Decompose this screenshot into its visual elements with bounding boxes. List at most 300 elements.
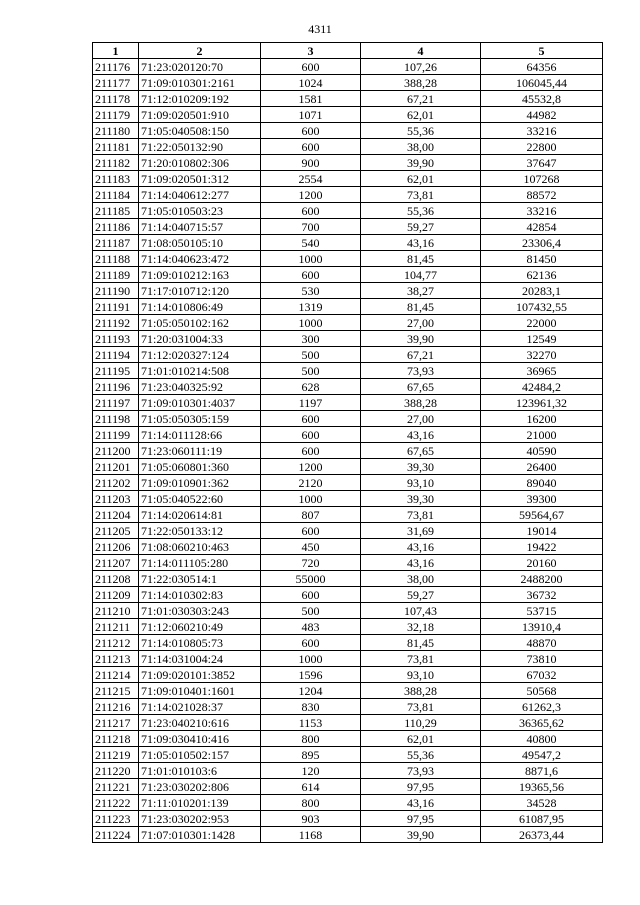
data-table bbox=[92, 42, 603, 843]
rate-cell: 73,81 bbox=[361, 651, 481, 667]
row-number-cell: 211216 bbox=[93, 699, 139, 715]
rate-cell: 81,45 bbox=[361, 299, 481, 315]
table-row bbox=[93, 475, 603, 491]
row-number-cell: 211217 bbox=[93, 715, 139, 731]
value-cell: 20160 bbox=[481, 555, 603, 571]
cadastral-number-cell: 71:01:010214:508 bbox=[139, 363, 261, 379]
area-cell: 500 bbox=[261, 363, 361, 379]
area-cell: 600 bbox=[261, 139, 361, 155]
value-cell: 61087,95 bbox=[481, 811, 603, 827]
cadastral-number-cell: 71:14:010302:83 bbox=[139, 587, 261, 603]
area-cell: 600 bbox=[261, 443, 361, 459]
row-number-cell: 211193 bbox=[93, 331, 139, 347]
cadastral-number-cell: 71:14:031004:24 bbox=[139, 651, 261, 667]
area-cell: 2554 bbox=[261, 171, 361, 187]
value-cell: 34528 bbox=[481, 795, 603, 811]
column-header-4: 4 bbox=[361, 43, 481, 59]
rate-cell: 55,36 bbox=[361, 747, 481, 763]
area-cell: 1596 bbox=[261, 667, 361, 683]
cadastral-number-cell: 71:09:020101:3852 bbox=[139, 667, 261, 683]
value-cell: 123961,32 bbox=[481, 395, 603, 411]
area-cell: 600 bbox=[261, 635, 361, 651]
table-row bbox=[93, 619, 603, 635]
value-cell: 107268 bbox=[481, 171, 603, 187]
table-row bbox=[93, 331, 603, 347]
row-number-cell: 211222 bbox=[93, 795, 139, 811]
area-cell: 1319 bbox=[261, 299, 361, 315]
table-row bbox=[93, 219, 603, 235]
row-number-cell: 211176 bbox=[93, 59, 139, 75]
rate-cell: 388,28 bbox=[361, 75, 481, 91]
cadastral-number-cell: 71:23:040210:616 bbox=[139, 715, 261, 731]
rate-cell: 97,95 bbox=[361, 811, 481, 827]
value-cell: 39300 bbox=[481, 491, 603, 507]
table-header-row bbox=[93, 43, 603, 59]
table-row bbox=[93, 795, 603, 811]
table-row bbox=[93, 459, 603, 475]
area-cell: 450 bbox=[261, 539, 361, 555]
rate-cell: 39,90 bbox=[361, 331, 481, 347]
rate-cell: 43,16 bbox=[361, 427, 481, 443]
cadastral-number-cell: 71:09:020501:312 bbox=[139, 171, 261, 187]
row-number-cell: 211207 bbox=[93, 555, 139, 571]
rate-cell: 67,21 bbox=[361, 347, 481, 363]
row-number-cell: 211190 bbox=[93, 283, 139, 299]
table-row bbox=[93, 251, 603, 267]
area-cell: 600 bbox=[261, 411, 361, 427]
rate-cell: 73,81 bbox=[361, 187, 481, 203]
row-number-cell: 211223 bbox=[93, 811, 139, 827]
area-cell: 600 bbox=[261, 523, 361, 539]
row-number-cell: 211219 bbox=[93, 747, 139, 763]
row-number-cell: 211196 bbox=[93, 379, 139, 395]
row-number-cell: 211210 bbox=[93, 603, 139, 619]
rate-cell: 38,27 bbox=[361, 283, 481, 299]
row-number-cell: 211205 bbox=[93, 523, 139, 539]
cadastral-number-cell: 71:22:030514:1 bbox=[139, 571, 261, 587]
row-number-cell: 211185 bbox=[93, 203, 139, 219]
rate-cell: 32,18 bbox=[361, 619, 481, 635]
area-cell: 700 bbox=[261, 219, 361, 235]
rate-cell: 43,16 bbox=[361, 539, 481, 555]
cadastral-number-cell: 71:14:040612:277 bbox=[139, 187, 261, 203]
rate-cell: 38,00 bbox=[361, 139, 481, 155]
table-row bbox=[93, 635, 603, 651]
area-cell: 1200 bbox=[261, 187, 361, 203]
value-cell: 33216 bbox=[481, 203, 603, 219]
rate-cell: 97,95 bbox=[361, 779, 481, 795]
value-cell: 2488200 bbox=[481, 571, 603, 587]
row-number-cell: 211209 bbox=[93, 587, 139, 603]
table-row bbox=[93, 363, 603, 379]
table-row bbox=[93, 347, 603, 363]
rate-cell: 62,01 bbox=[361, 107, 481, 123]
value-cell: 36365,62 bbox=[481, 715, 603, 731]
area-cell: 1204 bbox=[261, 683, 361, 699]
row-number-cell: 211215 bbox=[93, 683, 139, 699]
cadastral-number-cell: 71:11:010201:139 bbox=[139, 795, 261, 811]
rate-cell: 39,90 bbox=[361, 155, 481, 171]
table-row bbox=[93, 315, 603, 331]
value-cell: 48870 bbox=[481, 635, 603, 651]
table-row bbox=[93, 123, 603, 139]
rate-cell: 73,93 bbox=[361, 363, 481, 379]
cadastral-number-cell: 71:23:040325:92 bbox=[139, 379, 261, 395]
cadastral-number-cell: 71:05:040522:60 bbox=[139, 491, 261, 507]
cadastral-number-cell: 71:09:010301:4037 bbox=[139, 395, 261, 411]
row-number-cell: 211188 bbox=[93, 251, 139, 267]
rate-cell: 73,93 bbox=[361, 763, 481, 779]
value-cell: 106045,44 bbox=[481, 75, 603, 91]
rate-cell: 27,00 bbox=[361, 315, 481, 331]
rate-cell: 62,01 bbox=[361, 171, 481, 187]
rate-cell: 31,69 bbox=[361, 523, 481, 539]
table-row bbox=[93, 171, 603, 187]
rate-cell: 107,26 bbox=[361, 59, 481, 75]
value-cell: 20283,1 bbox=[481, 283, 603, 299]
area-cell: 800 bbox=[261, 795, 361, 811]
cadastral-number-cell: 71:12:020327:124 bbox=[139, 347, 261, 363]
table-row bbox=[93, 267, 603, 283]
table-row bbox=[93, 779, 603, 795]
area-cell: 500 bbox=[261, 603, 361, 619]
rate-cell: 59,27 bbox=[361, 219, 481, 235]
value-cell: 8871,6 bbox=[481, 763, 603, 779]
rate-cell: 43,16 bbox=[361, 795, 481, 811]
area-cell: 1168 bbox=[261, 827, 361, 843]
rate-cell: 104,77 bbox=[361, 267, 481, 283]
rate-cell: 39,30 bbox=[361, 491, 481, 507]
row-number-cell: 211177 bbox=[93, 75, 139, 91]
value-cell: 22000 bbox=[481, 315, 603, 331]
rate-cell: 55,36 bbox=[361, 123, 481, 139]
table-row bbox=[93, 539, 603, 555]
rate-cell: 59,27 bbox=[361, 587, 481, 603]
value-cell: 36965 bbox=[481, 363, 603, 379]
table-row bbox=[93, 571, 603, 587]
rate-cell: 67,21 bbox=[361, 91, 481, 107]
value-cell: 89040 bbox=[481, 475, 603, 491]
rate-cell: 93,10 bbox=[361, 475, 481, 491]
row-number-cell: 211183 bbox=[93, 171, 139, 187]
value-cell: 13910,4 bbox=[481, 619, 603, 635]
area-cell: 600 bbox=[261, 427, 361, 443]
row-number-cell: 211187 bbox=[93, 235, 139, 251]
area-cell: 800 bbox=[261, 731, 361, 747]
table-row bbox=[93, 507, 603, 523]
value-cell: 49547,2 bbox=[481, 747, 603, 763]
area-cell: 628 bbox=[261, 379, 361, 395]
row-number-cell: 211191 bbox=[93, 299, 139, 315]
rate-cell: 38,00 bbox=[361, 571, 481, 587]
area-cell: 1000 bbox=[261, 251, 361, 267]
row-number-cell: 211204 bbox=[93, 507, 139, 523]
column-header-1: 1 bbox=[93, 43, 139, 59]
table-row bbox=[93, 683, 603, 699]
rate-cell: 43,16 bbox=[361, 235, 481, 251]
cadastral-number-cell: 71:09:030410:416 bbox=[139, 731, 261, 747]
table-row bbox=[93, 811, 603, 827]
cadastral-number-cell: 71:22:050132:90 bbox=[139, 139, 261, 155]
table-row bbox=[93, 443, 603, 459]
row-number-cell: 211200 bbox=[93, 443, 139, 459]
row-number-cell: 211182 bbox=[93, 155, 139, 171]
table-row bbox=[93, 747, 603, 763]
table-row bbox=[93, 667, 603, 683]
area-cell: 1024 bbox=[261, 75, 361, 91]
area-cell: 895 bbox=[261, 747, 361, 763]
area-cell: 1197 bbox=[261, 395, 361, 411]
area-cell: 1071 bbox=[261, 107, 361, 123]
value-cell: 19365,56 bbox=[481, 779, 603, 795]
rate-cell: 93,10 bbox=[361, 667, 481, 683]
area-cell: 830 bbox=[261, 699, 361, 715]
row-number-cell: 211213 bbox=[93, 651, 139, 667]
value-cell: 19014 bbox=[481, 523, 603, 539]
cadastral-number-cell: 71:22:050133:12 bbox=[139, 523, 261, 539]
row-number-cell: 211194 bbox=[93, 347, 139, 363]
area-cell: 1000 bbox=[261, 651, 361, 667]
table-row bbox=[93, 395, 603, 411]
value-cell: 12549 bbox=[481, 331, 603, 347]
table-row bbox=[93, 91, 603, 107]
table-row bbox=[93, 603, 603, 619]
rate-cell: 107,43 bbox=[361, 603, 481, 619]
value-cell: 62136 bbox=[481, 267, 603, 283]
cadastral-number-cell: 71:14:011128:66 bbox=[139, 427, 261, 443]
value-cell: 32270 bbox=[481, 347, 603, 363]
column-header-3: 3 bbox=[261, 43, 361, 59]
row-number-cell: 211186 bbox=[93, 219, 139, 235]
row-number-cell: 211195 bbox=[93, 363, 139, 379]
cadastral-number-cell: 71:05:050102:162 bbox=[139, 315, 261, 331]
row-number-cell: 211181 bbox=[93, 139, 139, 155]
area-cell: 300 bbox=[261, 331, 361, 347]
table-row bbox=[93, 827, 603, 843]
row-number-cell: 211201 bbox=[93, 459, 139, 475]
row-number-cell: 211192 bbox=[93, 315, 139, 331]
cadastral-number-cell: 71:23:030202:953 bbox=[139, 811, 261, 827]
cadastral-number-cell: 71:14:010805:73 bbox=[139, 635, 261, 651]
table-row bbox=[93, 235, 603, 251]
rate-cell: 73,81 bbox=[361, 507, 481, 523]
area-cell: 720 bbox=[261, 555, 361, 571]
row-number-cell: 211179 bbox=[93, 107, 139, 123]
area-cell: 1153 bbox=[261, 715, 361, 731]
cadastral-number-cell: 71:07:010301:1428 bbox=[139, 827, 261, 843]
cadastral-number-cell: 71:14:021028:37 bbox=[139, 699, 261, 715]
cadastral-number-cell: 71:05:050305:159 bbox=[139, 411, 261, 427]
cadastral-number-cell: 71:14:011105:280 bbox=[139, 555, 261, 571]
row-number-cell: 211203 bbox=[93, 491, 139, 507]
rate-cell: 43,16 bbox=[361, 555, 481, 571]
row-number-cell: 211178 bbox=[93, 91, 139, 107]
value-cell: 88572 bbox=[481, 187, 603, 203]
cadastral-number-cell: 71:14:020614:81 bbox=[139, 507, 261, 523]
cadastral-number-cell: 71:01:010103:6 bbox=[139, 763, 261, 779]
rate-cell: 81,45 bbox=[361, 251, 481, 267]
row-number-cell: 211214 bbox=[93, 667, 139, 683]
cadastral-number-cell: 71:17:010712:120 bbox=[139, 283, 261, 299]
value-cell: 33216 bbox=[481, 123, 603, 139]
table-row bbox=[93, 555, 603, 571]
cadastral-number-cell: 71:05:060801:360 bbox=[139, 459, 261, 475]
area-cell: 530 bbox=[261, 283, 361, 299]
row-number-cell: 211208 bbox=[93, 571, 139, 587]
cadastral-number-cell: 71:14:040623:472 bbox=[139, 251, 261, 267]
row-number-cell: 211199 bbox=[93, 427, 139, 443]
value-cell: 23306,4 bbox=[481, 235, 603, 251]
rate-cell: 27,00 bbox=[361, 411, 481, 427]
rate-cell: 62,01 bbox=[361, 731, 481, 747]
row-number-cell: 211180 bbox=[93, 123, 139, 139]
value-cell: 42854 bbox=[481, 219, 603, 235]
value-cell: 36732 bbox=[481, 587, 603, 603]
value-cell: 67032 bbox=[481, 667, 603, 683]
value-cell: 107432,55 bbox=[481, 299, 603, 315]
cadastral-number-cell: 71:23:030202:806 bbox=[139, 779, 261, 795]
area-cell: 1581 bbox=[261, 91, 361, 107]
table-row bbox=[93, 299, 603, 315]
table-row bbox=[93, 379, 603, 395]
page-number: 4311 bbox=[308, 22, 332, 36]
cadastral-number-cell: 71:23:060111:19 bbox=[139, 443, 261, 459]
cadastral-number-cell: 71:09:020501:910 bbox=[139, 107, 261, 123]
rate-cell: 81,45 bbox=[361, 635, 481, 651]
table-row bbox=[93, 411, 603, 427]
cadastral-number-cell: 71:23:020120:70 bbox=[139, 59, 261, 75]
area-cell: 1000 bbox=[261, 491, 361, 507]
cadastral-number-cell: 71:09:010901:362 bbox=[139, 475, 261, 491]
cadastral-number-cell: 71:09:010301:2161 bbox=[139, 75, 261, 91]
cadastral-number-cell: 71:08:060210:463 bbox=[139, 539, 261, 555]
table-row bbox=[93, 139, 603, 155]
table-row bbox=[93, 107, 603, 123]
area-cell: 600 bbox=[261, 203, 361, 219]
value-cell: 19422 bbox=[481, 539, 603, 555]
value-cell: 53715 bbox=[481, 603, 603, 619]
area-cell: 120 bbox=[261, 763, 361, 779]
cadastral-number-cell: 71:01:030303:243 bbox=[139, 603, 261, 619]
cadastral-number-cell: 71:05:010502:157 bbox=[139, 747, 261, 763]
row-number-cell: 211184 bbox=[93, 187, 139, 203]
area-cell: 1200 bbox=[261, 459, 361, 475]
value-cell: 22800 bbox=[481, 139, 603, 155]
row-number-cell: 211212 bbox=[93, 635, 139, 651]
cadastral-number-cell: 71:12:010209:192 bbox=[139, 91, 261, 107]
area-cell: 600 bbox=[261, 59, 361, 75]
cadastral-number-cell: 71:14:040715:57 bbox=[139, 219, 261, 235]
value-cell: 81450 bbox=[481, 251, 603, 267]
row-number-cell: 211198 bbox=[93, 411, 139, 427]
table-row bbox=[93, 155, 603, 171]
table-row bbox=[93, 59, 603, 75]
table-row bbox=[93, 763, 603, 779]
cadastral-number-cell: 71:12:060210:49 bbox=[139, 619, 261, 635]
table-row bbox=[93, 699, 603, 715]
cadastral-number-cell: 71:20:031004:33 bbox=[139, 331, 261, 347]
value-cell: 26373,44 bbox=[481, 827, 603, 843]
table-row bbox=[93, 491, 603, 507]
row-number-cell: 211221 bbox=[93, 779, 139, 795]
cadastral-number-cell: 71:14:010806:49 bbox=[139, 299, 261, 315]
area-cell: 807 bbox=[261, 507, 361, 523]
area-cell: 1000 bbox=[261, 315, 361, 331]
table-row bbox=[93, 187, 603, 203]
row-number-cell: 211220 bbox=[93, 763, 139, 779]
row-number-cell: 211197 bbox=[93, 395, 139, 411]
table-row bbox=[93, 651, 603, 667]
row-number-cell: 211211 bbox=[93, 619, 139, 635]
rate-cell: 388,28 bbox=[361, 683, 481, 699]
rate-cell: 67,65 bbox=[361, 379, 481, 395]
cadastral-number-cell: 71:08:050105:10 bbox=[139, 235, 261, 251]
column-header-2: 2 bbox=[139, 43, 261, 59]
value-cell: 64356 bbox=[481, 59, 603, 75]
cadastral-number-cell: 71:20:010802:306 bbox=[139, 155, 261, 171]
value-cell: 16200 bbox=[481, 411, 603, 427]
table-row bbox=[93, 731, 603, 747]
row-number-cell: 211202 bbox=[93, 475, 139, 491]
table-row bbox=[93, 283, 603, 299]
value-cell: 37647 bbox=[481, 155, 603, 171]
table-row bbox=[93, 427, 603, 443]
cadastral-number-cell: 71:09:010212:163 bbox=[139, 267, 261, 283]
area-cell: 500 bbox=[261, 347, 361, 363]
area-cell: 614 bbox=[261, 779, 361, 795]
value-cell: 59564,67 bbox=[481, 507, 603, 523]
area-cell: 900 bbox=[261, 155, 361, 171]
rate-cell: 55,36 bbox=[361, 203, 481, 219]
area-cell: 600 bbox=[261, 587, 361, 603]
table-row bbox=[93, 75, 603, 91]
value-cell: 73810 bbox=[481, 651, 603, 667]
rate-cell: 39,30 bbox=[361, 459, 481, 475]
table-row bbox=[93, 715, 603, 731]
value-cell: 44982 bbox=[481, 107, 603, 123]
table-row bbox=[93, 587, 603, 603]
cadastral-number-cell: 71:05:010503:23 bbox=[139, 203, 261, 219]
area-cell: 540 bbox=[261, 235, 361, 251]
area-cell: 903 bbox=[261, 811, 361, 827]
row-number-cell: 211224 bbox=[93, 827, 139, 843]
rate-cell: 388,28 bbox=[361, 395, 481, 411]
area-cell: 483 bbox=[261, 619, 361, 635]
value-cell: 21000 bbox=[481, 427, 603, 443]
rate-cell: 67,65 bbox=[361, 443, 481, 459]
area-cell: 55000 bbox=[261, 571, 361, 587]
area-cell: 2120 bbox=[261, 475, 361, 491]
value-cell: 40800 bbox=[481, 731, 603, 747]
value-cell: 26400 bbox=[481, 459, 603, 475]
table-row bbox=[93, 523, 603, 539]
rate-cell: 110,29 bbox=[361, 715, 481, 731]
area-cell: 600 bbox=[261, 267, 361, 283]
value-cell: 45532,8 bbox=[481, 91, 603, 107]
value-cell: 50568 bbox=[481, 683, 603, 699]
table-row bbox=[93, 203, 603, 219]
table-body bbox=[93, 59, 603, 843]
rate-cell: 73,81 bbox=[361, 699, 481, 715]
row-number-cell: 211206 bbox=[93, 539, 139, 555]
row-number-cell: 211189 bbox=[93, 267, 139, 283]
cadastral-number-cell: 71:05:040508:150 bbox=[139, 123, 261, 139]
value-cell: 61262,3 bbox=[481, 699, 603, 715]
value-cell: 40590 bbox=[481, 443, 603, 459]
area-cell: 600 bbox=[261, 123, 361, 139]
cadastral-number-cell: 71:09:010401:1601 bbox=[139, 683, 261, 699]
row-number-cell: 211218 bbox=[93, 731, 139, 747]
